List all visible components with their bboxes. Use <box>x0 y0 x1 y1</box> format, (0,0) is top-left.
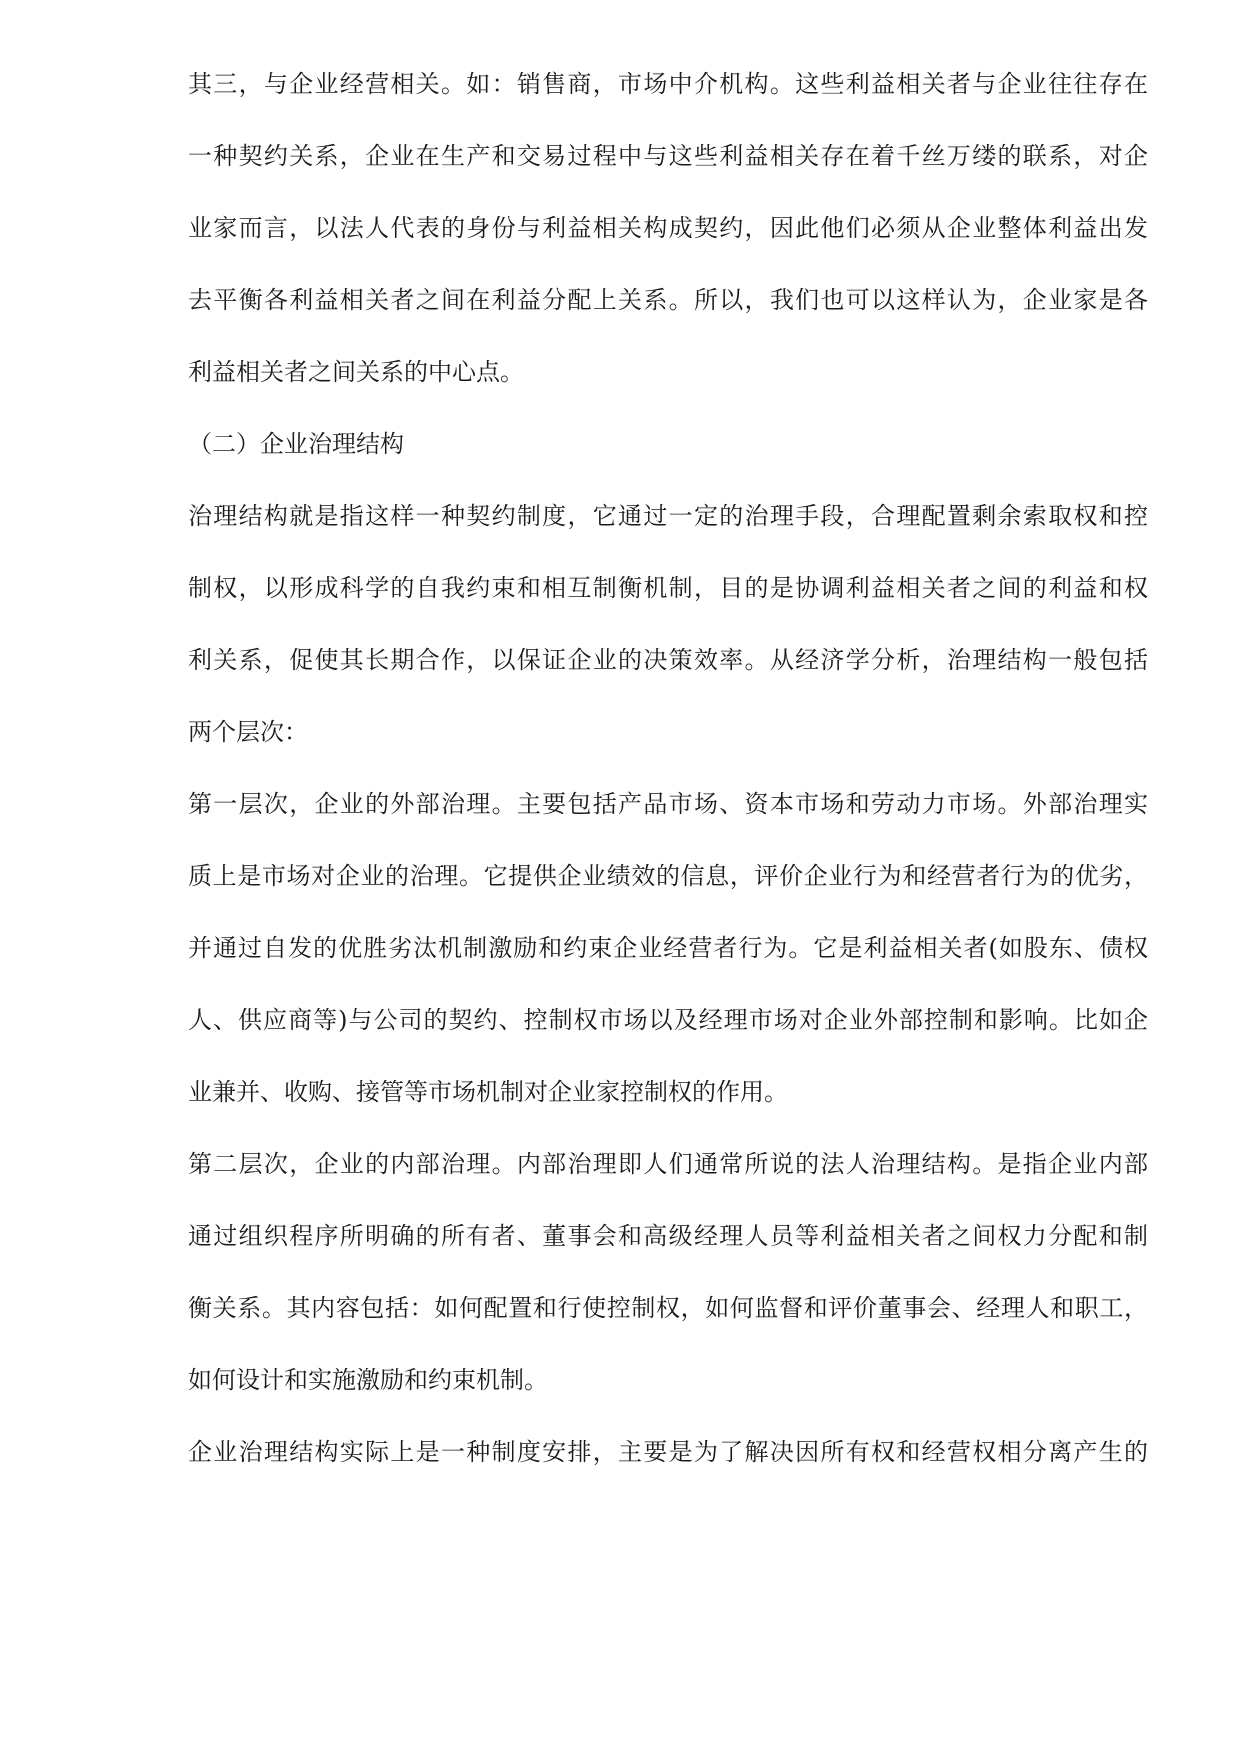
paragraph-2-line-2: 制权，以形成科学的自我约束和相互制衡机制，目的是协调利益相关者之间的利益和权 <box>188 574 1148 602</box>
paragraph-3-line-2: 质上是市场对企业的治理。它提供企业绩效的信息，评价企业行为和经营者行为的优劣， <box>188 862 1148 890</box>
paragraph-2-line-4: 两个层次： <box>188 718 308 746</box>
paragraph-3-line-4: 人、供应商等)与公司的契约、控制权市场以及经理市场对企业外部控制和影响。比如企 <box>188 1006 1148 1034</box>
paragraph-2-line-3: 利关系，促使其长期合作，以保证企业的决策效率。从经济学分析，治理结构一般包括 <box>188 646 1148 674</box>
paragraph-4-line-2: 通过组织程序所明确的所有者、董事会和高级经理人员等利益相关者之间权力分配和制 <box>188 1222 1148 1250</box>
paragraph-1-line-2: 一种契约关系，企业在生产和交易过程中与这些利益相关存在着千丝万缕的联系，对企 <box>188 142 1148 170</box>
paragraph-1-line-4: 去平衡各利益相关者之间在利益分配上关系。所以，我们也可以这样认为，企业家是各 <box>188 286 1148 314</box>
paragraph-1-line-5: 利益相关者之间关系的中心点。 <box>188 358 524 386</box>
paragraph-4-line-3: 衡关系。其内容包括：如何配置和行使控制权，如何监督和评价董事会、经理人和职工， <box>188 1294 1148 1322</box>
paragraph-5-line-1: 企业治理结构实际上是一种制度安排，主要是为了解决因所有权和经营权相分离产生的 <box>188 1438 1148 1466</box>
section-heading: （二）企业治理结构 <box>188 430 404 458</box>
paragraph-3-line-1: 第一层次，企业的外部治理。主要包括产品市场、资本市场和劳动力市场。外部治理实 <box>188 790 1148 818</box>
paragraph-3-line-3: 并通过自发的优胜劣汰机制激励和约束企业经营者行为。它是利益相关者(如股东、债权 <box>188 934 1148 962</box>
paragraph-3-line-5: 业兼并、收购、接管等市场机制对企业家控制权的作用。 <box>188 1078 788 1106</box>
paragraph-4-line-4: 如何设计和实施激励和约束机制。 <box>188 1366 548 1394</box>
paragraph-1-line-1: 其三，与企业经营相关。如：销售商，市场中介机构。这些利益相关者与企业往往存在 <box>188 70 1148 98</box>
paragraph-2-line-1: 治理结构就是指这样一种契约制度，它通过一定的治理手段，合理配置剩余索取权和控 <box>188 502 1148 530</box>
paragraph-1-line-3: 业家而言，以法人代表的身份与利益相关构成契约，因此他们必须从企业整体利益出发 <box>188 214 1148 242</box>
paragraph-4-line-1: 第二层次，企业的内部治理。内部治理即人们通常所说的法人治理结构。是指企业内部 <box>188 1150 1148 1178</box>
